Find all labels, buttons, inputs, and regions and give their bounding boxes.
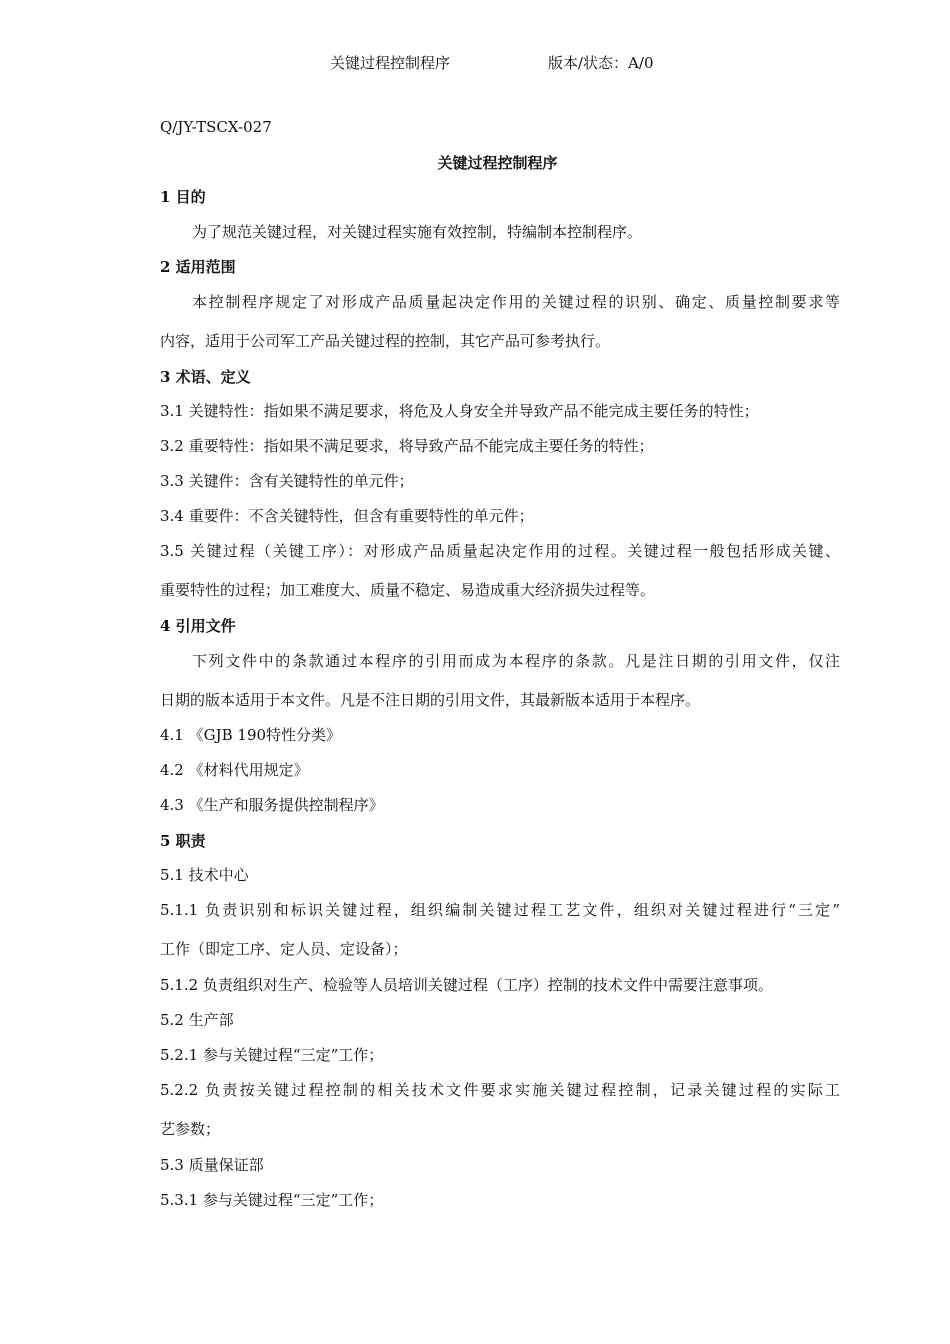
section-heading-scope: 2 适用范围 xyxy=(160,258,236,276)
reference-4-2: 4.2 《材料代用规定》 xyxy=(160,761,309,779)
term-3-2: 3.2 重要特性：指如果不满足要求，将导致产品不能完成主要任务的特性； xyxy=(160,437,654,455)
item-5-1-1-line-2: 工作（即定工序、定人员、定设备）； xyxy=(160,940,408,958)
paragraph-purpose: 为了规范关键过程，对关键过程实施有效控制，特编制本控制程序。 xyxy=(192,223,643,241)
paragraph-scope-line-2: 内容，适用于公司军工产品关键过程的控制，其它产品可参考执行。 xyxy=(160,332,611,350)
paragraph-references-line-2: 日期的版本适用于本文件。凡是不注日期的引用文件，其最新版本适用于本程序。 xyxy=(160,691,701,709)
paragraph-references-line-1: 下列文件中的条款通过本程序的引用而成为本程序的条款。凡是注日期的引用文件，仅注 xyxy=(192,652,840,670)
item-5-1-1-line-1: 5.1.1 负责识别和标识关键过程，组织编制关键过程工艺文件，组织对关键过程进行“三定” xyxy=(160,901,840,919)
header-version: 版本/状态：A/0 xyxy=(548,54,654,72)
section-heading-purpose: 1 目的 xyxy=(160,188,206,206)
paragraph-scope-line-1: 本控制程序规定了对形成产品质量起决定作用的关键过程的识别、确定、质量控制要求等 xyxy=(192,293,840,311)
item-5-3-1: 5.3.1 参与关键过程“三定”工作； xyxy=(160,1191,384,1209)
term-3-5-line-1: 3.5 关键过程（关键工序）：对形成产品质量起决定作用的过程。关键过程一般包括形成关键、 xyxy=(160,542,840,560)
item-5-2: 5.2 生产部 xyxy=(160,1011,234,1029)
document-title: 关键过程控制程序 xyxy=(437,154,558,172)
item-5-2-2-line-2: 艺参数； xyxy=(160,1120,221,1138)
reference-4-3: 4.3 《生产和服务提供控制程序》 xyxy=(160,796,384,814)
term-3-4: 3.4 重要件：不含关键特性，但含有重要特性的单元件； xyxy=(160,507,534,525)
section-heading-terms: 3 术语、定义 xyxy=(160,368,251,386)
section-heading-responsibilities: 5 职责 xyxy=(160,832,206,850)
section-heading-references: 4 引用文件 xyxy=(160,617,236,635)
item-5-2-1: 5.2.1 参与关键过程“三定”工作； xyxy=(160,1046,384,1064)
header-title: 关键过程控制程序 xyxy=(330,54,451,72)
reference-4-1: 4.1 《GJB 190特性分类》 xyxy=(160,726,342,744)
term-3-5-line-2: 重要特性的过程；加工难度大、质量不稳定、易造成重大经济损失过程等。 xyxy=(160,581,656,599)
item-5-3: 5.3 质量保证部 xyxy=(160,1156,264,1174)
item-5-1-2: 5.1.2 负责组织对生产、检验等人员培训关键过程（工序）控制的技术文件中需要注意事项。 xyxy=(160,976,773,994)
document-code: Q/JY-TSCX-027 xyxy=(160,118,272,136)
term-3-1: 3.1 关键特性：指如果不满足要求，将危及人身安全并导致产品不能完成主要任务的特性； xyxy=(160,402,759,420)
page-header xyxy=(0,52,950,74)
item-5-2-2-line-1: 5.2.2 负责按关键过程控制的相关技术文件要求实施关键过程控制，记录关键过程的实际工 xyxy=(160,1081,840,1099)
item-5-1: 5.1 技术中心 xyxy=(160,866,249,884)
term-3-3: 3.3 关键件：含有关键特性的单元件； xyxy=(160,472,414,490)
